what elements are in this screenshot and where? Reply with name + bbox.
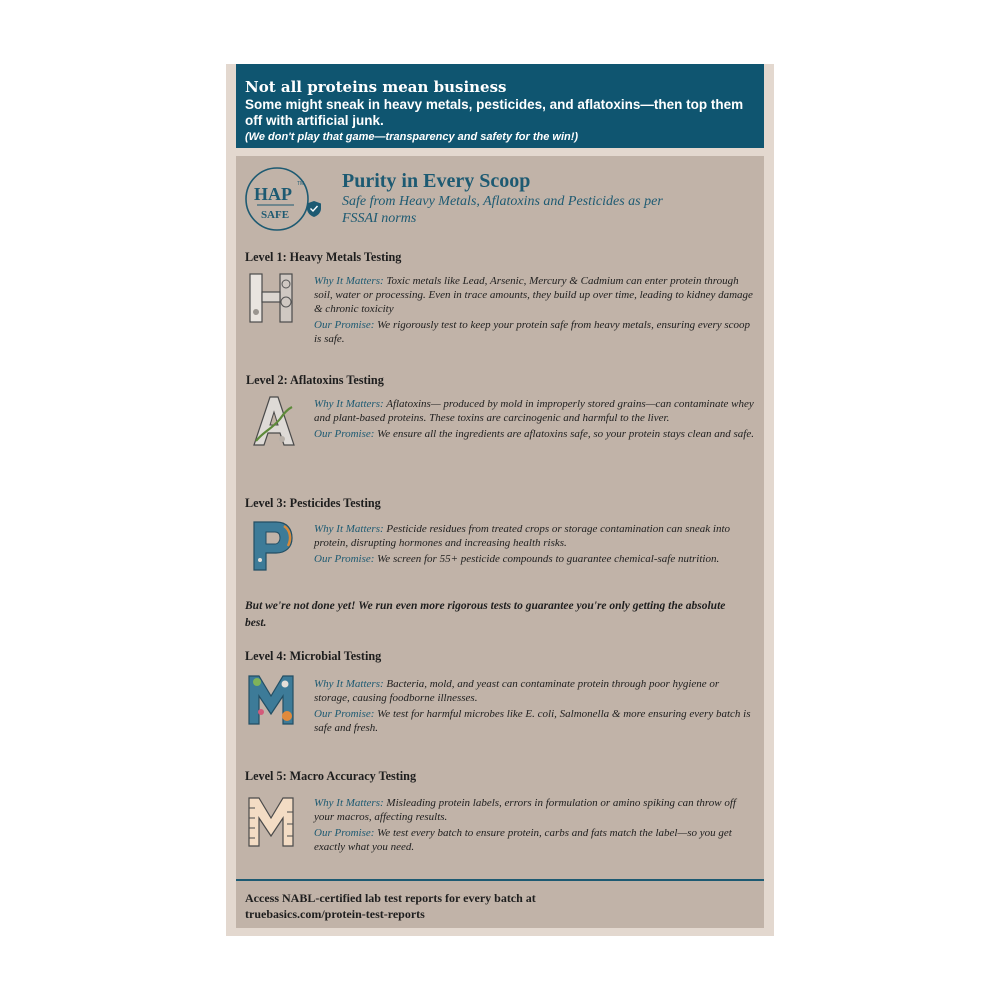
level-3-title: Level 3: Pesticides Testing [245, 496, 381, 510]
letter-p-icon [248, 520, 296, 572]
level-4-body [314, 677, 754, 735]
letter-m-measure-icon [247, 796, 295, 848]
level-1-why-label: Why It Matters: [314, 275, 384, 287]
purity-subtitle: Safe from Heavy Metals, Aflatoxins and Pesticides as per FSSAI norms [342, 194, 663, 226]
level-1-title: Level 1: Heavy Metals Testing [245, 250, 402, 264]
footer-divider [236, 879, 764, 881]
letter-a-icon [250, 395, 298, 447]
level-2-body [314, 397, 754, 441]
level-2-why-label: Why It Matters: [314, 398, 384, 410]
letter-m-microbe-icon [247, 674, 295, 726]
level-3-body [314, 522, 754, 566]
level-1-why-text: Toxic metals like Lead, Arsenic, Mercury & Cadmium can enter protein through soil, water or processing. Even in trace amounts, they build up over time, leading to kidney damage & chronic toxicity [314, 275, 753, 315]
level-2-why-text: Aflatoxins— produced by mold in improperly stored grains—can contaminate whey and plant-based proteins. These toxins are carcinogenic and harmful to the liver. [314, 398, 754, 424]
level-3-why-label: Why It Matters: [314, 523, 384, 535]
letter-h-icon [248, 272, 296, 324]
level-5-body [314, 796, 754, 854]
hap-safe-badge [244, 163, 334, 238]
level-4-promise-label: Our Promise: [314, 708, 375, 720]
level-5-why-text: Misleading protein labels, errors in formulation or amino spiking can throw off your macros, affecting results. [314, 797, 736, 823]
banner-note: (We don't play that game—transparency and safety for the win!) [245, 131, 579, 143]
level-5-promise-label: Our Promise: [314, 827, 375, 839]
level-1-promise-label: Our Promise: [314, 319, 375, 331]
footer-line-1: Access NABL-certified lab test reports for every batch at [245, 891, 536, 905]
level-4-why-text: Bacteria, mold, and yeast can contaminate protein through poor hygiene or storage, causing foodborne illnesses. [314, 678, 720, 704]
level-1-promise-text: We rigorously test to keep your protein safe from heavy metals, ensuring every scoop is safe. [314, 319, 751, 345]
level-4-promise-text: We test for harmful microbes like E. coli, Salmonella & more ensuring every batch is safe and fresh. [314, 708, 751, 734]
badge-safe-text: SAFE [260, 209, 290, 221]
level-1-body [314, 274, 754, 346]
top-banner [236, 64, 764, 148]
shield-check-icon [307, 201, 321, 217]
level-3-promise-label: Our Promise: [314, 553, 375, 565]
level-3-promise-text: We screen for 55+ pesticide compounds to guarantee chemical-safe nutrition. [377, 553, 720, 565]
banner-title: Not all proteins mean business [245, 78, 507, 96]
extra-tests-note: But we're not done yet! We run even more rigorous tests to guarantee you're only getting the absolute best. [245, 600, 726, 629]
badge-tm-text: TM [297, 181, 305, 187]
badge-hap-text: HAP [254, 184, 292, 204]
level-5-promise-text: We test every batch to ensure protein, carbs and fats match the label—so you get exactly what you need. [314, 827, 732, 853]
purity-title: Purity in Every Scoop [342, 170, 531, 192]
level-4-why-label: Why It Matters: [314, 678, 384, 690]
level-4-title: Level 4: Microbial Testing [245, 649, 382, 663]
level-2-promise-text: We ensure all the ingredients are aflatoxins safe, so your protein stays clean and safe. [377, 428, 754, 440]
banner-subtitle: Some might sneak in heavy metals, pesticides, and aflatoxins—then top them off with artificial junk. [245, 97, 744, 128]
footer-reports-link[interactable]: truebasics.com/protein-test-reports [245, 907, 425, 921]
level-2-title: Level 2: Aflatoxins Testing [246, 373, 384, 387]
purity-card [236, 156, 764, 928]
level-5-title: Level 5: Macro Accuracy Testing [245, 769, 417, 783]
level-5-why-label: Why It Matters: [314, 797, 384, 809]
level-3-why-text: Pesticide residues from treated crops or storage contamination can sneak into protein, disrupting hormones and increasing health risks. [314, 523, 731, 549]
level-2-promise-label: Our Promise: [314, 428, 375, 440]
footer-reports [245, 890, 745, 922]
